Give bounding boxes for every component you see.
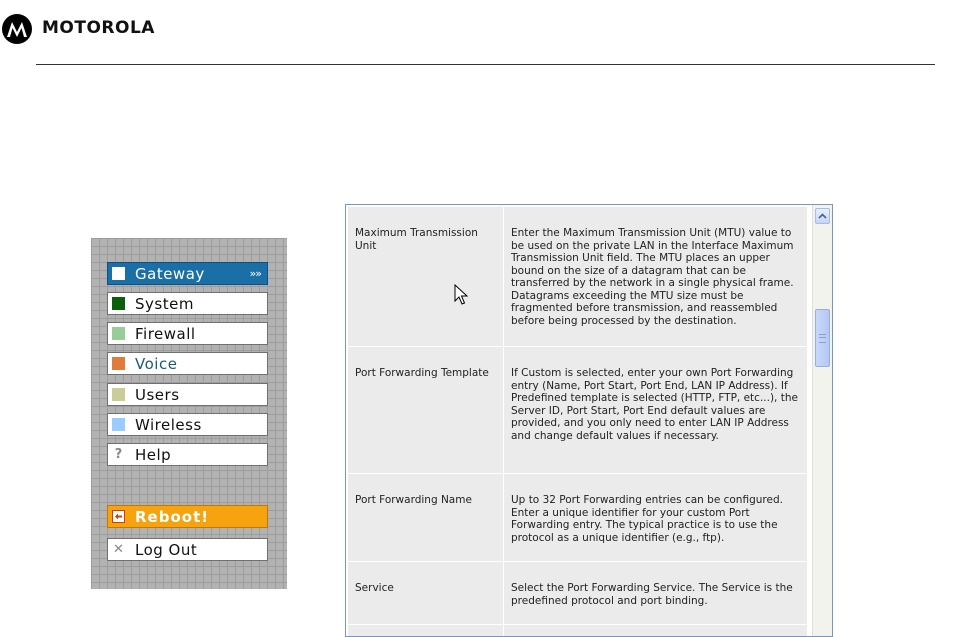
- scroll-up-button[interactable]: [815, 208, 830, 224]
- nav-item-wireless[interactable]: [107, 413, 268, 436]
- voice-square-icon: [112, 357, 125, 370]
- nav-item-label: Wireless: [135, 415, 202, 434]
- users-square-icon: [112, 388, 125, 401]
- chevron-up-icon: [818, 213, 827, 219]
- reboot-label: Reboot!: [135, 507, 210, 526]
- field-name-cell: Maximum Transmission Unit: [348, 207, 504, 347]
- help-table: [347, 206, 808, 637]
- x-icon: ✕: [113, 542, 124, 557]
- nav-item-label: Firewall: [135, 324, 196, 343]
- nav-item-help[interactable]: [107, 443, 268, 466]
- motorola-logo-icon: [2, 14, 32, 44]
- question-mark-icon: ?: [114, 447, 123, 462]
- field-description-cell: Enter the Maximum Transmission Unit (MTU) value to be used on the private LAN in the Interface Maximum Transmission Unit field. The MTU places an upper bound on the size of a datagram that can be transferred by the network in a single physical frame. Datagrams exceeding the MTU size must be fragmented before transmission, and reassembled before being processed by the destination.: [504, 207, 808, 347]
- nav-item-users[interactable]: [107, 383, 268, 406]
- logout-button[interactable]: [107, 538, 268, 561]
- nav-item-label: Gateway: [135, 264, 205, 283]
- nav-item-gateway[interactable]: [107, 262, 268, 285]
- firewall-square-icon: [112, 327, 125, 340]
- nav-item-voice[interactable]: [107, 352, 268, 375]
- vertical-scrollbar[interactable]: [812, 205, 832, 636]
- system-square-icon: [112, 297, 125, 310]
- help-window: [345, 204, 833, 637]
- field-description-cell: Select the Port Forwarding Service. The Service is the predefined protocol and port binding.: [504, 562, 808, 625]
- logout-label: Log Out: [135, 540, 198, 559]
- table-row: [348, 562, 808, 625]
- gateway-square-icon: [112, 267, 125, 280]
- nav-item-label: Help: [135, 445, 172, 464]
- brand-name: MOTOROLA: [42, 18, 155, 38]
- wireless-square-icon: [112, 418, 125, 431]
- nav-item-system[interactable]: [107, 292, 268, 315]
- table-row: [348, 207, 808, 347]
- reboot-arrow-icon: [112, 510, 125, 523]
- nav-panel: [91, 238, 287, 589]
- table-row: [348, 474, 808, 562]
- field-description-cell: Up to 32 Port Forwarding entries can be configured. Enter a unique identifier for your custom Port Forwarding entry. The typical practice is to use the protocol as a unique identifier (e.g., ftp).: [504, 474, 808, 562]
- field-name-cell: [348, 625, 504, 637]
- nav-item-label: System: [135, 294, 194, 313]
- scroll-thumb[interactable]: [815, 309, 830, 367]
- grip-icon: [819, 334, 826, 343]
- reboot-button[interactable]: [107, 505, 268, 528]
- field-name-cell: Port Forwarding Name: [348, 474, 504, 562]
- field-name-cell: Port Forwarding Template: [348, 347, 504, 474]
- table-row: [348, 625, 808, 637]
- mouse-pointer-icon: [454, 284, 468, 306]
- field-description-cell: If Custom is selected, enter your own Port Forwarding entry (Name, Port Start, Port End, LAN IP Address). If Predefined template is selected (HTTP, FTP, etc...), the Server ID, Port Start, Port End default values are provided, and you only need to enter LAN IP Address and change default values if necessary.: [504, 347, 808, 474]
- table-row: [348, 347, 808, 474]
- field-name-cell: Service: [348, 562, 504, 625]
- header-divider: [36, 64, 935, 65]
- nav-item-firewall[interactable]: [107, 322, 268, 345]
- nav-item-label: Voice: [135, 354, 178, 373]
- field-description-cell: [504, 625, 808, 637]
- nav-item-label: Users: [135, 385, 180, 404]
- active-indicator-icon: »»: [249, 267, 261, 280]
